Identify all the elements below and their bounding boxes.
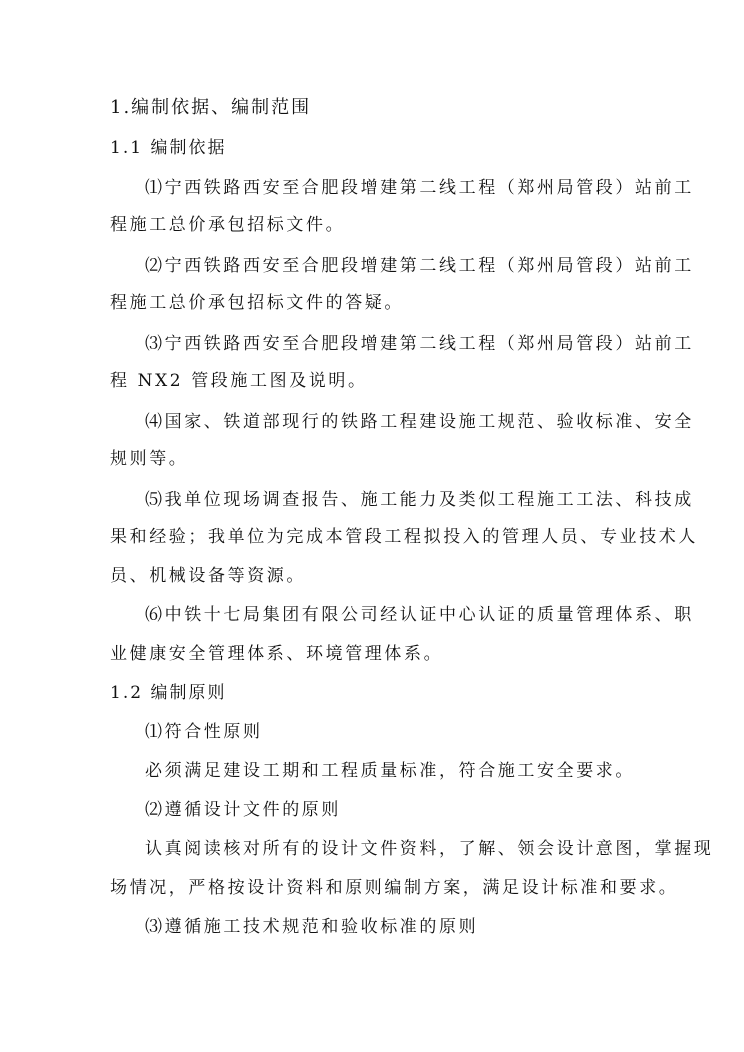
principle-2-title: ⑵遵循设计文件的原则 <box>145 800 341 820</box>
principle-3-title: ⑶遵循施工技术规范和验收标准的原则 <box>145 917 479 937</box>
item-2-line-1: ⑵宁西铁路西安至合肥段增建第二线工程（郑州局管段）站前工 <box>145 256 694 276</box>
item-5-line-2: 果和经验；我单位为完成本管段工程拟投入的管理人员、专业技术人 <box>110 527 698 547</box>
principle-1-text: 必须满足建设工期和工程质量标准，符合施工安全要求。 <box>145 761 635 781</box>
item-6-line-2: 业健康安全管理体系、环境管理体系。 <box>110 644 444 664</box>
item-5-line-3: 员、机械设备等资源。 <box>110 566 306 586</box>
item-3-line-1: ⑶宁西铁路西安至合肥段增建第二线工程（郑州局管段）站前工 <box>145 334 694 354</box>
principle-2-line-2: 场情况，严格按设计资料和原则编制方案，满足设计标准和要求。 <box>110 878 679 898</box>
item-1-line-2: 程施工总价承包招标文件。 <box>110 215 346 235</box>
item-5-line-1: ⑸我单位现场调查报告、施工能力及类似工程施工工法、科技成 <box>145 490 694 510</box>
item-1-line-1: ⑴宁西铁路西安至合肥段增建第二线工程（郑州局管段）站前工 <box>145 178 694 198</box>
item-4-line-1: ⑷国家、铁道部现行的铁路工程建设施工规范、验收标准、安全 <box>145 412 694 432</box>
item-4-line-2: 规则等。 <box>110 449 189 469</box>
section-1-1-title: 1.1 编制依据 <box>110 138 227 158</box>
item-2-line-2: 程施工总价承包招标文件的答疑。 <box>110 293 404 313</box>
heading-1: 1.编制依据、编制范围 <box>110 97 312 118</box>
section-1-2-title: 1.2 编制原则 <box>110 683 227 703</box>
principle-1-title: ⑴符合性原则 <box>145 722 263 742</box>
item-6-line-1: ⑹中铁十七局集团有限公司经认证中心认证的质量管理体系、职 <box>145 605 694 625</box>
item-3-line-2: 程 NX2 管段施工图及说明。 <box>110 371 368 391</box>
principle-2-line-1: 认真阅读核对所有的设计文件资料，了解、领会设计意图，掌握现 <box>145 839 714 859</box>
